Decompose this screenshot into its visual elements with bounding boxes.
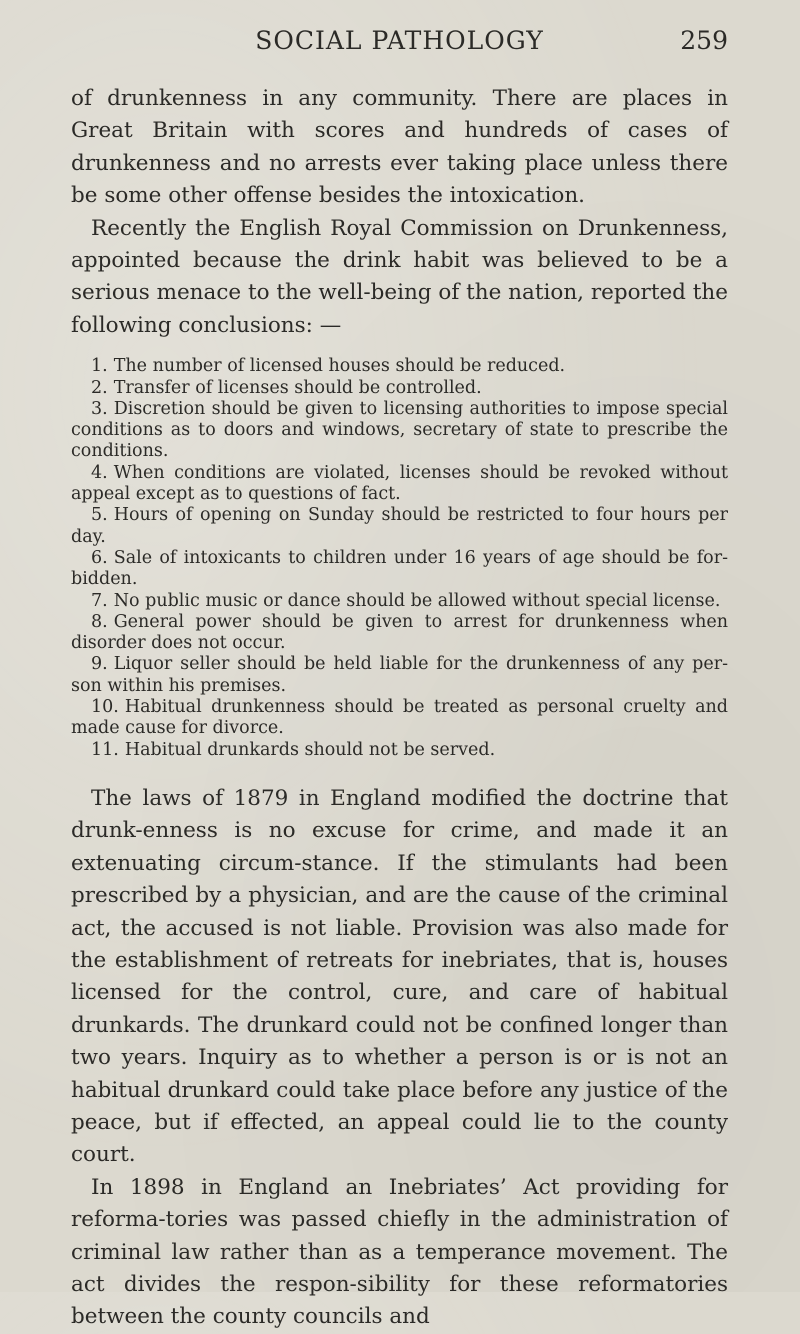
intro-paragraph-2: Recently the English Royal Commission on Drunkenness, appointed because the drink habit was believed to be a serious menace to the well-being of the nation, reported the following conclusions: — bbox=[71, 215, 728, 338]
list-item bbox=[71, 378, 728, 399]
list-item-text: The number of licensed houses should be reduced. bbox=[113, 356, 566, 377]
list-item-text: General power should be given to arrest for drunkenness when disorder does not occur. bbox=[71, 611, 728, 654]
list-item-text: When conditions are violated, licenses should be revoked without appeal except as to questions of fact. bbox=[71, 462, 728, 505]
list-item bbox=[71, 740, 728, 761]
list-item bbox=[71, 356, 728, 377]
list-item-text: Liquor seller should be held liable for the drunkenness of any per-son within his premises. bbox=[71, 654, 728, 696]
list-item bbox=[71, 591, 728, 612]
list-item bbox=[71, 463, 728, 506]
list-item-number: 9. bbox=[91, 654, 108, 675]
list-item-number: 2. bbox=[91, 377, 108, 398]
closing-paragraph-2: In 1898 in England an Inebriates’ Act providing for reforma-tories was passed chiefly in the administration of criminal law rather than as a temperance movement. The act divides the respon-sibility for these reformatories between the county councils and bbox=[71, 1174, 728, 1330]
running-head bbox=[71, 20, 728, 64]
list-item-number: 11. bbox=[91, 739, 119, 760]
running-title: SOCIAL PATHOLOGY bbox=[255, 26, 544, 55]
intro-paragraph-1: of drunkenness in any community. There are places in Great Britain with scores and hundreds of cases of drunkenness and no arrests ever taking place unless there be some other offense besides the intoxication. bbox=[71, 86, 728, 209]
closing-paragraph-1: The laws of 1879 in England modified the doctrine that drunk-enness is no excuse for crime, and made it an extenuating circum-stance. If the stimulants had been prescribed by a physician, and are the cause of the criminal act, the accused is not liable. Provision was also made for the establishment of retreats for inebriates, that is, houses licensed for the control, cure, and care of habitual drunkards. The drunkard could not be confined longer than two years. Inquiry as to whether a person is or is not an habitual drunkard could take place before any justice of the peace, but if effected, an appeal could lie to the county court. bbox=[71, 785, 728, 1168]
list-item-text: Habitual drunkards should not be served. bbox=[124, 739, 496, 760]
list-item-number: 5. bbox=[91, 505, 108, 526]
list-item bbox=[71, 505, 728, 548]
body-text bbox=[71, 83, 728, 1334]
list-item-text: Discretion should be given to licensing authorities to impose special conditions as to doors and windows, secretary of state to prescribe the conditions. bbox=[71, 398, 728, 462]
list-item-number: 8. bbox=[91, 611, 108, 632]
list-item bbox=[71, 654, 728, 697]
list-item-text: No public music or dance should be allowed without special license. bbox=[113, 590, 721, 611]
list-item bbox=[71, 612, 728, 655]
list-item-number: 7. bbox=[91, 590, 108, 611]
list-item-number: 3. bbox=[91, 398, 108, 419]
list-item-text: Hours of opening on Sunday should be restricted to four hours per day. bbox=[71, 505, 728, 547]
list-item bbox=[71, 697, 728, 740]
list-item bbox=[71, 548, 728, 591]
list-item bbox=[71, 399, 728, 463]
list-item-text: Transfer of licenses should be controlled. bbox=[113, 377, 482, 398]
conclusions-list bbox=[71, 356, 728, 761]
list-item-number: 10. bbox=[91, 697, 119, 717]
list-item-number: 1. bbox=[91, 356, 108, 377]
list-item-text: Habitual drunkenness should be treated as personal cruelty and made cause for divorce. bbox=[71, 697, 728, 739]
page-number: 259 bbox=[680, 26, 728, 55]
list-item-number: 4. bbox=[91, 462, 108, 483]
list-item-number: 6. bbox=[91, 547, 108, 568]
list-item-text: Sale of intoxicants to children under 16 years of age should be for-bidden. bbox=[71, 547, 728, 590]
